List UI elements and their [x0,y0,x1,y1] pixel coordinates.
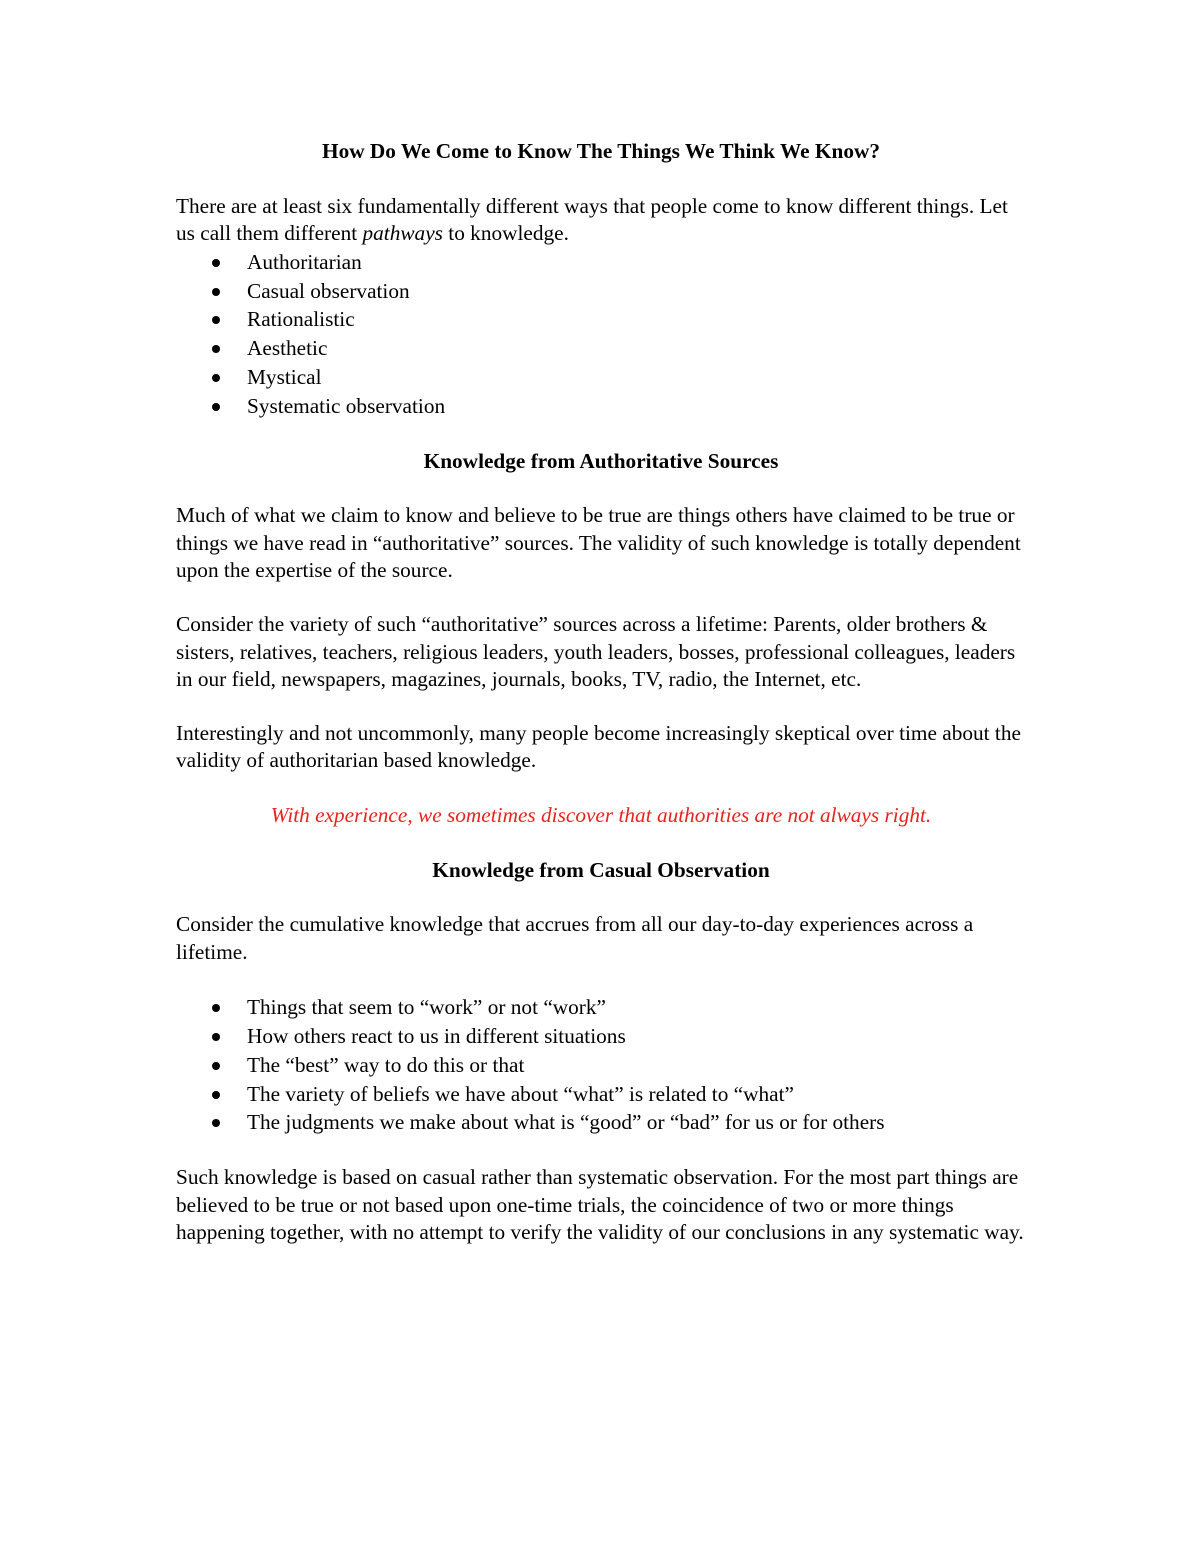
list-item [176,993,1026,1022]
intro-text-start: There are at least six fundamentally different ways that people come to know different things. Let us call them different [176,193,1008,246]
list-item-text: Rationalistic [247,307,355,332]
list-item-text: Systematic observation [247,393,446,418]
list-item [176,1108,1026,1137]
section-heading-authoritative: Knowledge from Authoritative Sources [423,448,779,473]
intro-text-end: to knowledge. [442,221,569,246]
pathways-list [176,248,1026,421]
document-page [176,138,1026,1247]
list-item-text: Things that seem to “work” or not “work” [247,995,606,1020]
list-item [176,363,1026,392]
list-item-text: Mystical [247,364,322,389]
list-item [176,1080,1026,1109]
casual-paragraph-1: Consider the cumulative knowledge that accrues from all our day-to-day experiences across a lifetime. [176,912,974,964]
list-item [176,392,1026,421]
bullet-icon [212,403,220,411]
list-item [176,334,1026,363]
list-item-text: How others react to us in different situations [247,1024,626,1049]
authoritative-paragraph-3: Interestingly and not uncommonly, many people become increasingly skeptical over time about the validity of authoritarian based knowledge. [176,720,1021,773]
bullet-icon [212,1033,220,1041]
list-item-text: Authoritarian [247,249,362,274]
casual-observation-list [176,993,1026,1137]
authoritative-paragraph-1: Much of what we claim to know and believe to be true are things others have claimed to be true or things we have read in “authoritative” sources. The validity of such knowledge is totally dependent upon the expertise of the source. [176,503,1021,583]
document-title: How Do We Come to Know The Things We Think We Know? [322,139,880,163]
authoritative-paragraph-2: Consider the variety of such “authoritative” sources across a lifetime: Parents, older brothers & sisters, relatives, teachers, religious leaders, youth leaders, bosses, professional colleagues, leaders in our field, newspapers, magazines, journals, books, TV, radio, the Internet, etc. [176,611,1016,692]
authoritative-callout: With experience, we sometimes discover that authorities are not always right. [270,802,932,827]
list-item [176,277,1026,306]
bullet-icon [212,1004,220,1012]
list-item [176,248,1026,277]
bullet-icon [212,345,220,353]
list-item [176,305,1026,334]
bullet-icon [212,1062,220,1070]
intro-paragraph [176,193,1026,248]
bullet-icon [212,259,220,267]
list-item [176,1022,1026,1051]
list-item-text: The “best” way to do this or that [247,1052,525,1077]
list-item-text: The variety of beliefs we have about “what” is related to “what” [247,1081,794,1106]
bullet-icon [212,374,220,382]
bullet-icon [212,288,220,296]
list-item-text: Aesthetic [247,336,328,361]
bullet-icon [212,1091,220,1099]
list-item [176,1051,1026,1080]
bullet-icon [212,316,220,324]
bullet-icon [212,1119,220,1127]
list-item-text: Casual observation [247,278,410,303]
intro-emphasis: pathways [362,221,443,246]
casual-paragraph-2: Such knowledge is based on casual rather than systematic observation. For the most part things are believed to be true or not based upon one-time trials, the coincidence of two or more things happening together, with no attempt to verify the validity of our conclusions in any systematic way. [176,1165,1024,1245]
list-item-text: The judgments we make about what is “good” or “bad” for us or for others [247,1110,885,1135]
section-heading-casual: Knowledge from Casual Observation [432,857,770,882]
